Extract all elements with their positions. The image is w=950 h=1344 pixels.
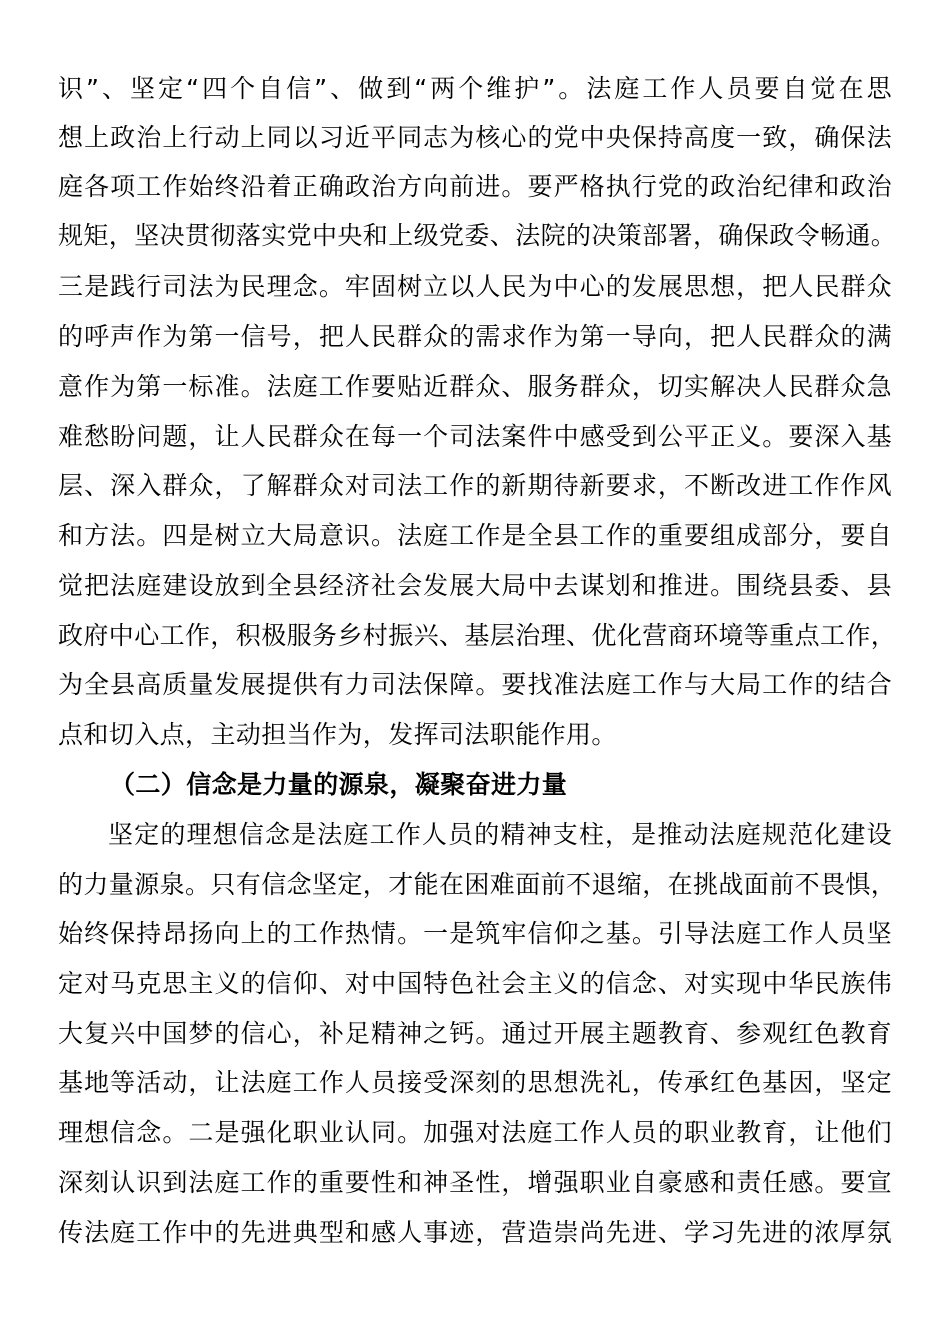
text-line: 三是践行司法为民理念。牢固树立以人民为中心的发展思想，把人民群众: [58, 272, 892, 301]
text-line: 的呼声作为第一信号，把人民群众的需求作为第一导向，把人民群众的满: [58, 322, 892, 351]
text-line: 理想信念。二是强化职业认同。加强对法庭工作人员的职业教育，让他们: [58, 1118, 892, 1147]
text-line: 定对马克思主义的信仰、对中国特色社会主义的信念、对实现中华民族伟: [58, 969, 892, 998]
text-line: 大复兴中国梦的信心，补足精神之钙。通过开展主题教育、参观红色教育: [58, 1019, 892, 1048]
text-line: 点和切入点，主动担当作为，发挥司法职能作用。: [58, 720, 617, 749]
section-heading: （二）信念是力量的源泉，凝聚奋进力量: [110, 770, 568, 799]
text-line: 坚定的理想信念是法庭工作人员的精神支柱，是推动法庭规范化建设: [108, 820, 892, 849]
text-line: 想上政治上行动上同以习近平同志为核心的党中央保持高度一致，确保法: [58, 123, 892, 152]
text-line: 和方法。四是树立大局意识。法庭工作是全县工作的重要组成部分，要自: [58, 521, 892, 550]
text-line: 层、深入群众，了解群众对司法工作的新期待新要求，不断改进工作作风: [58, 471, 892, 500]
text-line: 为全县高质量发展提供有力司法保障。要找准法庭工作与大局工作的结合: [58, 670, 892, 699]
text-line: 识”、坚定“四个自信”、做到“两个维护”。法庭工作人员要自觉在思: [58, 74, 892, 103]
text-line: 深刻认识到法庭工作的重要性和神圣性，增强职业自豪感和责任感。要宣: [58, 1168, 892, 1197]
text-line: 庭各项工作始终沿着正确政治方向前进。要严格执行党的政治纪律和政治: [58, 172, 892, 201]
text-line: 基地等活动，让法庭工作人员接受深刻的思想洗礼，传承红色基因，坚定: [58, 1068, 892, 1097]
text-line: 传法庭工作中的先进典型和感人事迹，营造崇尚先进、学习先进的浓厚氛: [58, 1218, 892, 1247]
text-line: 的力量源泉。只有信念坚定，才能在困难面前不退缩，在挑战面前不畏惧，: [58, 870, 897, 899]
text-line: 觉把法庭建设放到全县经济社会发展大局中去谋划和推进。围绕县委、县: [58, 571, 892, 600]
text-line: 意作为第一标准。法庭工作要贴近群众、服务群众，切实解决人民群众急: [58, 372, 892, 401]
text-line: 难愁盼问题，让人民群众在每一个司法案件中感受到公平正义。要深入基: [58, 422, 892, 451]
text-line: 政府中心工作，积极服务乡村振兴、基层治理、优化营商环境等重点工作，: [58, 621, 897, 650]
text-line: 始终保持昂扬向上的工作热情。一是筑牢信仰之基。引导法庭工作人员坚: [58, 919, 892, 948]
text-line: 规矩，坚决贯彻落实党中央和上级党委、法院的决策部署，确保政令畅通。: [58, 221, 897, 250]
